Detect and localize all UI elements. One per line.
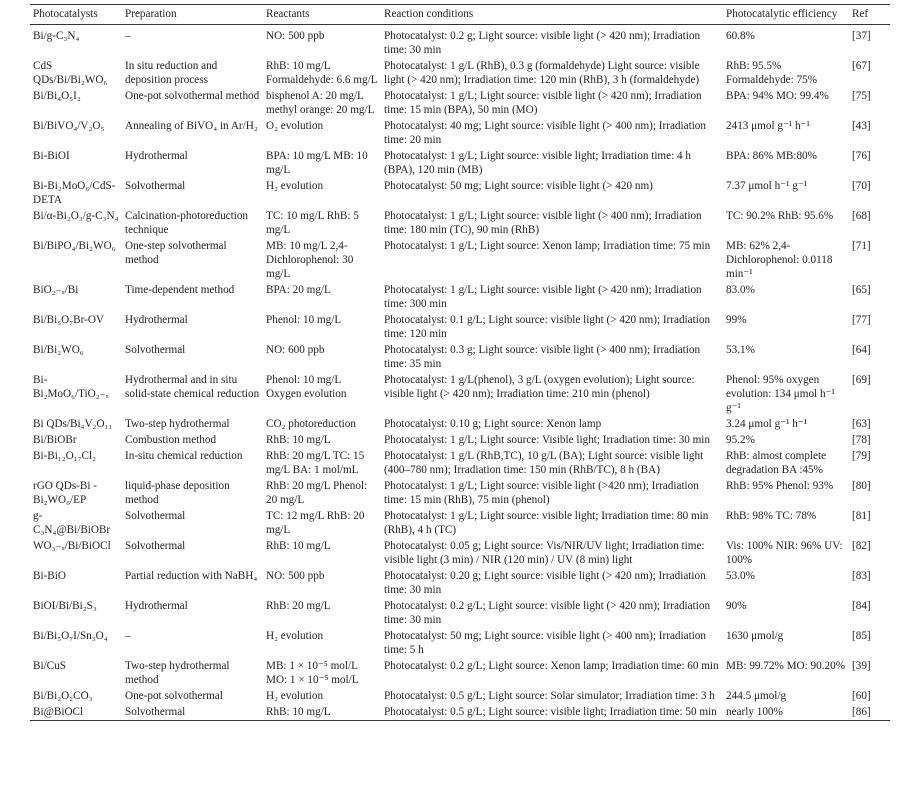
conditions-cell: Photocatalyst: 0.20 g; Light source: visible light (> 420 nm); Irradiation time: 30 min: [384, 570, 706, 596]
efficiency-cell: 95.2%: [726, 434, 755, 446]
catalyst-cell: Bi/Bi₂WO₆: [33, 344, 84, 356]
efficiency-cell: RhB: 95% Phenol: 93%: [726, 480, 834, 492]
reactants-cell: H₂ evolution: [266, 180, 324, 192]
col-preparation-header: Preparation: [125, 8, 177, 20]
table-row: [30, 88, 890, 118]
conditions-cell: Photocatalyst: 1 g/L (RhB,TC), 10 g/L (BA); Light source: visible light (400–780 nm); Irradiation time: 150 min (RhB/TC), 8 h (BA): [384, 450, 704, 476]
conditions-cell: Photocatalyst: 0.3 g; Light source: visible light (> 400 nm); Irradiation time: 35 min: [384, 344, 701, 370]
efficiency-cell: 53.0%: [726, 570, 755, 582]
catalyst-cell: BiOI/Bi/Bi₂S₃: [33, 600, 97, 612]
preparation-cell: Combustion method: [125, 434, 217, 446]
table-row: [30, 538, 890, 568]
ref-cell: [78]: [852, 434, 871, 446]
conditions-cell: Photocatalyst: 0.5 g/L; Light source: visible light; Irradiation time: 50 min: [384, 706, 717, 718]
table-row: [30, 568, 890, 598]
catalyst-cell: Bi/g-C₃N₄: [33, 30, 80, 42]
catalyst-cell: WO₃₋ₓ/Bi/BiOCl: [33, 540, 111, 552]
reactants-cell: RhB: 10 mg/L: [266, 540, 331, 552]
table-row: [30, 598, 890, 628]
table-row: [30, 658, 890, 688]
catalyst-cell: CdS QDs/Bi/Bi₂WO₆: [33, 60, 108, 86]
conditions-cell: Photocatalyst: 1 g/L; Light source: visible light (> 420 nm); Irradiation time: 15 min (BPA), 50 min (MO): [384, 90, 702, 116]
preparation-cell: Hydrothermal and in situ solid-state chemical reduction: [125, 374, 260, 400]
conditions-cell: Photocatalyst: 40 mg; Light source: visible light (> 400 nm); Irradiation time: 20 min: [384, 120, 706, 146]
reactants-cell: TC: 12 mg/L RhB: 20 mg/L: [266, 510, 365, 536]
table-row: [30, 282, 890, 312]
ref-cell: [85]: [852, 630, 871, 642]
table-row: [30, 208, 890, 238]
table-row: [30, 238, 890, 282]
efficiency-cell: 60.8%: [726, 30, 755, 42]
conditions-cell: Photocatalyst: 0.05 g; Light source: Vis/NIR/UV light; Irradiation time: visible light (3 min) / NIR (120 min) / UV (8 min) light: [384, 540, 705, 566]
catalyst-cell: Bi@BiOCl: [33, 706, 84, 718]
efficiency-cell: RhB: 95.5% Formaldehyde: 75%: [726, 60, 818, 86]
ref-cell: [69]: [852, 374, 871, 386]
preparation-cell: –: [125, 30, 131, 42]
ref-cell: [67]: [852, 60, 871, 72]
ref-cell: [65]: [852, 284, 871, 296]
table-row: [30, 25, 890, 59]
ref-cell: [68]: [852, 210, 871, 222]
table-row: [30, 448, 890, 478]
preparation-cell: Hydrothermal: [125, 314, 188, 326]
col-reactants-header: Reactants: [266, 8, 310, 20]
reactants-cell: RhB: 20 mg/L: [266, 600, 331, 612]
ref-cell: [83]: [852, 570, 871, 582]
conditions-cell: Photocatalyst: 0.2 g/L; Light source: visible light (> 420 nm); Irradiation time: 30 min: [384, 600, 711, 626]
conditions-cell: Photocatalyst: 1 g/L(phenol), 3 g/L (oxygen evolution); Light source: visible light (> 420 nm); Irradiation time: 210 min (phenol): [384, 374, 695, 400]
efficiency-cell: TC: 90.2% RhB: 95.6%: [726, 210, 834, 222]
catalyst-cell: Bi/CuS: [33, 660, 66, 672]
catalyst-cell: Bi/α-Bi₂O₃/g-C₃N₄: [33, 210, 119, 222]
reactants-cell: RhB: 20 mg/L TC: 15 mg/L BA: 1 mol/mL: [266, 450, 365, 476]
conditions-cell: Photocatalyst: 1 g/L; Light source: visible light (>420 nm); Irradiation time: 15 min (RhB), 75 min (phenol): [384, 480, 699, 506]
catalyst-cell: BiO₂₋ₓ/Bi: [33, 284, 79, 296]
preparation-cell: Hydrothermal: [125, 150, 188, 162]
catalyst-cell: Bi/Bi₅O₇Br-OV: [33, 314, 104, 326]
preparation-cell: Hydrothermal: [125, 600, 188, 612]
conditions-cell: Photocatalyst: 1 g/L; Light source: Visible light; Irradiation time: 30 min: [384, 434, 710, 446]
efficiency-cell: RhB: almost complete degradation BA :45%: [726, 450, 827, 476]
efficiency-cell: BPA: 86% MB:80%: [726, 150, 817, 162]
preparation-cell: In situ reduction and deposition process: [125, 60, 218, 86]
catalyst-cell: Bi-BiO: [33, 570, 66, 582]
table-row: [30, 372, 890, 416]
preparation-cell: One-pot solvothermal method: [125, 90, 260, 102]
ref-cell: [84]: [852, 600, 871, 612]
ref-cell: [77]: [852, 314, 871, 326]
conditions-cell: Photocatalyst: 0.5 g/L; Light source: Solar simulator; Irradiation time: 3 h: [384, 690, 715, 702]
col-reaction-conditions-header: Reaction conditions: [384, 8, 474, 20]
reactants-cell: O₂ evolution: [266, 120, 324, 132]
table-row: [30, 118, 890, 148]
preparation-cell: One-step solvothermal method: [125, 240, 227, 266]
catalyst-cell: g-C₃N₄@Bi/BiOBr: [33, 510, 111, 536]
reactants-cell: BPA: 20 mg/L: [266, 284, 331, 296]
ref-cell: [76]: [852, 150, 871, 162]
catalyst-cell: Bi/Bi₂O₂CO₃: [33, 690, 93, 702]
reactants-cell: RhB: 10 mg/L: [266, 434, 331, 446]
col-ref-header: Ref: [852, 8, 869, 20]
ref-cell: [39]: [852, 660, 871, 672]
efficiency-cell: 2413 μmol g⁻¹ h⁻¹: [726, 120, 810, 132]
preparation-cell: Solvothermal: [125, 540, 186, 552]
efficiency-cell: nearly 100%: [726, 706, 783, 718]
col-photocatalysts-header: Photocatalysts: [33, 8, 98, 20]
catalyst-cell: Bi QDs/Bi₄V₂O₁₁: [33, 418, 113, 430]
conditions-cell: Photocatalyst: 1 g/L; Light source: Xenon lamp; Irradiation time: 75 min: [384, 240, 711, 252]
efficiency-cell: Phenol: 95% oxygen evolution: 134 μmol h⁻¹ g⁻¹: [726, 374, 835, 414]
preparation-cell: Solvothermal: [125, 706, 186, 718]
efficiency-cell: 7.37 μmol h⁻¹ g⁻¹: [726, 180, 808, 192]
ref-cell: [37]: [852, 30, 871, 42]
preparation-cell: Two-step hydrothermal: [125, 418, 230, 430]
efficiency-cell: MB: 99.72% MO: 90.20%: [726, 660, 846, 672]
table-row: [30, 342, 890, 372]
catalyst-cell: Bi/BiPO₄/Bi₂WO₆: [33, 240, 116, 252]
reactants-cell: Phenol: 10 mg/L Oxygen evolution: [266, 374, 347, 400]
efficiency-cell: 99%: [726, 314, 747, 326]
conditions-cell: Photocatalyst: 1 g/L; Light source: visible light; Irradiation time: 4 h (BPA), 120 min (MB): [384, 150, 691, 176]
ref-cell: [75]: [852, 90, 871, 102]
reactants-cell: H₂ evolution: [266, 690, 324, 702]
efficiency-cell: 53.1%: [726, 344, 755, 356]
catalyst-cell: Bi-BiOI: [33, 150, 70, 162]
table-row: [30, 508, 890, 538]
table-row: [30, 432, 890, 448]
preparation-cell: Two-step hydrothermal method: [125, 660, 230, 686]
preparation-cell: In-situ chemical reduction: [125, 450, 243, 462]
conditions-cell: Photocatalyst: 0.2 g/L; Light source: Xenon lamp; Irradiation time: 60 min: [384, 660, 719, 672]
ref-cell: [70]: [852, 180, 871, 192]
ref-cell: [80]: [852, 480, 871, 492]
photocatalyst-table: [30, 4, 890, 721]
preparation-cell: Solvothermal: [125, 344, 186, 356]
conditions-cell: Photocatalyst: 0.1 g/L; Light source: visible light (> 420 nm); Irradiation time: 120 min: [384, 314, 711, 340]
ref-cell: [60]: [852, 690, 871, 702]
conditions-cell: Photocatalyst: 1 g/L; Light source: visible light (> 400 nm); Irradiation time: 180 min (TC), 90 min (RhB): [384, 210, 702, 236]
reactants-cell: RhB: 20 mg/L Phenol: 20 mg/L: [266, 480, 368, 506]
conditions-cell: Photocatalyst: 1 g/L (RhB), 0.3 g (formaldehyde) Light source: visible light (> 420 nm); Irradiation time: 120 min (RhB), 3 h (formaldehyde): [384, 60, 700, 86]
table-row: [30, 178, 890, 208]
catalyst-cell: Bi/BiOBr: [33, 434, 77, 446]
efficiency-cell: 83.0%: [726, 284, 755, 296]
catalyst-cell: Bi-Bi₂MoO₆/TiO₂₋ₓ: [33, 374, 109, 400]
catalyst-cell: Bi/Bi₄O₅I₂: [33, 90, 81, 102]
preparation-cell: Partial reduction with NaBH₄: [125, 570, 258, 582]
ref-cell: [64]: [852, 344, 871, 356]
reactants-cell: BPA: 10 mg/L MB: 10 mg/L: [266, 150, 368, 176]
preparation-cell: Solvothermal: [125, 180, 186, 192]
table-row: [30, 148, 890, 178]
table-row: [30, 416, 890, 432]
catalyst-cell: Bi/Bi₅O₇I/Sn₃O₄: [33, 630, 108, 642]
ref-cell: [43]: [852, 120, 871, 132]
header-row: [30, 5, 890, 25]
ref-cell: [81]: [852, 510, 871, 522]
preparation-cell: liquid-phase deposition method: [125, 480, 230, 506]
preparation-cell: –: [125, 630, 131, 642]
efficiency-cell: 90%: [726, 600, 747, 612]
reactants-cell: TC: 10 mg/L RhB: 5 mg/L: [266, 210, 359, 236]
table-row: [30, 478, 890, 508]
table-row: [30, 628, 890, 658]
table-row: [30, 704, 890, 721]
reactants-cell: bisphenol A: 20 mg/L methyl orange: 20 mg/L: [266, 90, 375, 116]
catalyst-cell: Bi/BiVO₄/V₂O₅: [33, 120, 105, 132]
reactants-cell: H₂ evolution: [266, 630, 324, 642]
reactants-cell: NO: 500 ppb: [266, 570, 325, 582]
table-row: [30, 312, 890, 342]
col-efficiency-header: Photocatalytic efficiency: [726, 8, 838, 20]
ref-cell: [86]: [852, 706, 871, 718]
conditions-cell: Photocatalyst: 0.2 g; Light source: visible light (> 420 nm); Irradiation time: 30 min: [384, 30, 701, 56]
ref-cell: [79]: [852, 450, 871, 462]
reactants-cell: NO: 500 ppb: [266, 30, 325, 42]
conditions-cell: Photocatalyst: 0.10 g; Light source: Xenon lamp: [384, 418, 602, 430]
efficiency-cell: 3.24 μmol g⁻¹ h⁻¹: [726, 418, 808, 430]
table-row: [30, 58, 890, 88]
conditions-cell: Photocatalyst: 50 mg; Light source: visible light (> 400 nm); Irradiation time: 5 h: [384, 630, 706, 656]
catalyst-cell: Bi-Bi₁₂O₁₇Cl₂: [33, 450, 97, 462]
ref-cell: [82]: [852, 540, 871, 552]
efficiency-cell: Vis: 100% NIR: 96% UV: 100%: [726, 540, 843, 566]
preparation-cell: One-pot solvothermal: [125, 690, 223, 702]
reactants-cell: Phenol: 10 mg/L: [266, 314, 342, 326]
catalyst-cell: rGO QDs-Bi -Bi₂WO₆/EP: [33, 480, 98, 506]
ref-cell: [71]: [852, 240, 871, 252]
table-body: [30, 25, 890, 721]
table-row: [30, 688, 890, 704]
efficiency-cell: RhB: 98% TC: 78%: [726, 510, 817, 522]
ref-cell: [63]: [852, 418, 871, 430]
reactants-cell: RhB: 10 mg/L: [266, 706, 331, 718]
efficiency-cell: 244.5 μmol/g: [726, 690, 787, 702]
preparation-cell: Calcination-photoreduction technique: [125, 210, 249, 236]
efficiency-cell: MB: 62% 2,4-Dichlorophenol: 0.0118 min⁻¹: [726, 240, 833, 280]
conditions-cell: Photocatalyst: 1 g/L; Light source: visible light (> 420 nm); Irradiation time: 300 min: [384, 284, 702, 310]
preparation-cell: Time-dependent method: [125, 284, 235, 296]
conditions-cell: Photocatalyst: 50 mg; Light source: visible light (> 420 nm): [384, 180, 653, 192]
preparation-cell: Annealing of BiVO₄ in Ar/H₂: [125, 120, 258, 132]
efficiency-cell: 1630 μmol/g: [726, 630, 784, 642]
reactants-cell: CO₂ photoreduction: [266, 418, 356, 430]
reactants-cell: NO: 600 ppb: [266, 344, 325, 356]
reactants-cell: MB: 10 mg/L 2,4-Dichlorophenol: 30 mg/L: [266, 240, 354, 280]
preparation-cell: Solvothermal: [125, 510, 186, 522]
conditions-cell: Photocatalyst: 1 g/L; Light source: visible light; Irradiation time: 80 min (RhB), 4 h (TC): [384, 510, 709, 536]
catalyst-cell: Bi-Bi₂MoO₆/CdS-DETA: [33, 180, 116, 206]
reactants-cell: MB: 1 × 10⁻⁵ mol/L MO: 1 × 10⁻⁵ mol/L: [266, 660, 359, 686]
reactants-cell: RhB: 10 mg/L Formaldehyde: 6.6 mg/L: [266, 60, 378, 86]
efficiency-cell: BPA: 94% MO: 99.4%: [726, 90, 829, 102]
